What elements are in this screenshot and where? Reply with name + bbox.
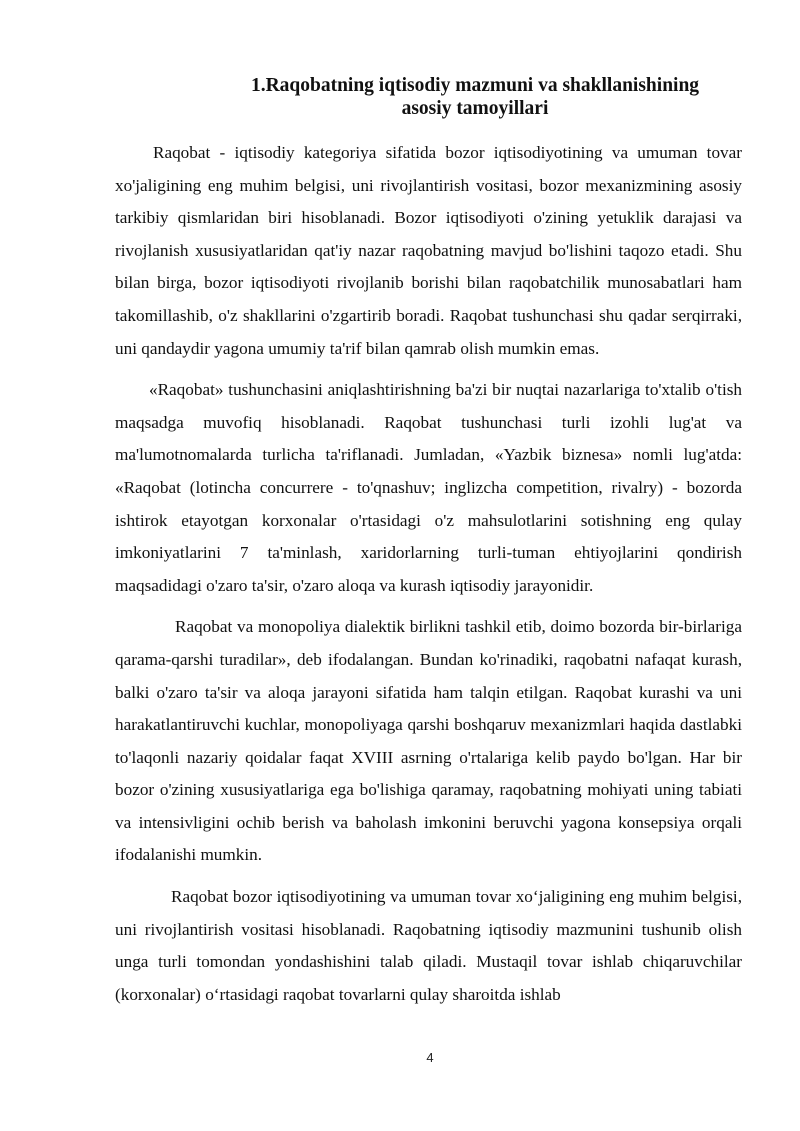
section-title (225, 74, 725, 120)
paragraph-3: Raqobat va monopoliya dialektik birlikni tashkil etib, doimo bozorda bir-birlariga qarama-qarshi turadilar», deb ifodalangan. Bundan ko'rinadiki, raqobatni nafaqat kurash, balki o'zaro ta'sir va aloqa jarayoni sifatida ham talqin etilgan. Raqobat kurashi va uni harakatlantiruvchi kuchlar, monopoliyaga qarshi boshqaruv mexanizmlari haqida dastlabki to'laqonli nazariy qoidalar faqat XVIII asrning o'rtalariga kelib paydo bo'lgan. Har bir bozor o'zining xususiyatlariga ega bo'lishiga qaramay, raqobatning mohiyati uning tabiati va intensivligini ochib berish va baholash imkonini beruvchi yagona konsepsiya orqali ifodalanishi mumkin. (115, 617, 742, 865)
paragraph-1: Raqobat - iqtisodiy kategoriya sifatida bozor iqtisodiyotining va umuman tovar xo'jaligining eng muhim belgisi, uni rivojlantirish vositasi, bozor mexanizmining asosiy tarkibiy qismlaridan biri hisoblanadi. Bozor iqtisodiyoti o'zining yetuklik darajasi va rivojlanish xususiyatlaridan qat'iy nazar raqobatning mavjud bo'lishini taqozo etadi. Shu bilan birga, bozor iqtisodiyoti rivojlanib borishi bilan raqobatchilik munosabatlari ham takomillashib, o'z shakllarini o'zgartirib boradi. Raqobat tushunchasi shu qadar serqirraki, uni qandaydir yagona umumiy ta'rif bilan qamrab olish mumkin emas. (115, 143, 742, 358)
body-text (115, 137, 742, 1020)
paragraph-2: «Raqobat» tushunchasini aniqlashtirishning ba'zi bir nuqtai nazarlariga to'xtalib o'tish maqsadga muvofiq hisoblanadi. Raqobat tushunchasi turli izohli lug'at va ma'lumotnomalarda turlicha ta'riflanadi. Jumladan, «Yazbik biznesa» nomli lug'atda: «Raqobat (lotincha concurrere - to'qnashuv; inglizcha competition, rivalry) - bozorda ishtirok etayotgan korxonalar o'rtasidagi o'z mahsulotlarini sotishning eng qulay imkoniyatlarini 7 ta'minlash, xaridorlarning turli-tuman ehtiyojlarini qondirish maqsadidagi o'zaro ta'sir, o'zaro aloqa va kurash iqtisodiy jarayonidir. (115, 380, 742, 595)
section-title-line-2: asosiy tamoyillari (401, 98, 549, 119)
section-title-line-1: 1.Raqobatning iqtisodiy mazmuni va shakllanishining (250, 75, 700, 96)
paragraph-4: Raqobat bozor iqtisodiyotining va umuman tovar xo‘jaligining eng muhim belgisi, uni rivojlantirish vositasi hisoblanadi. Raqobatning iqtisodiy mazmunini tushunib olish unga turli tomondan yondashishini talab qiladi. Mustaqil tovar ishlab chiqaruvchilar (korxonalar) o‘rtasidagi raqobat tovarlarni qulay sharoitda ishlab (115, 887, 742, 1004)
page-number: 4 (426, 1050, 434, 1065)
